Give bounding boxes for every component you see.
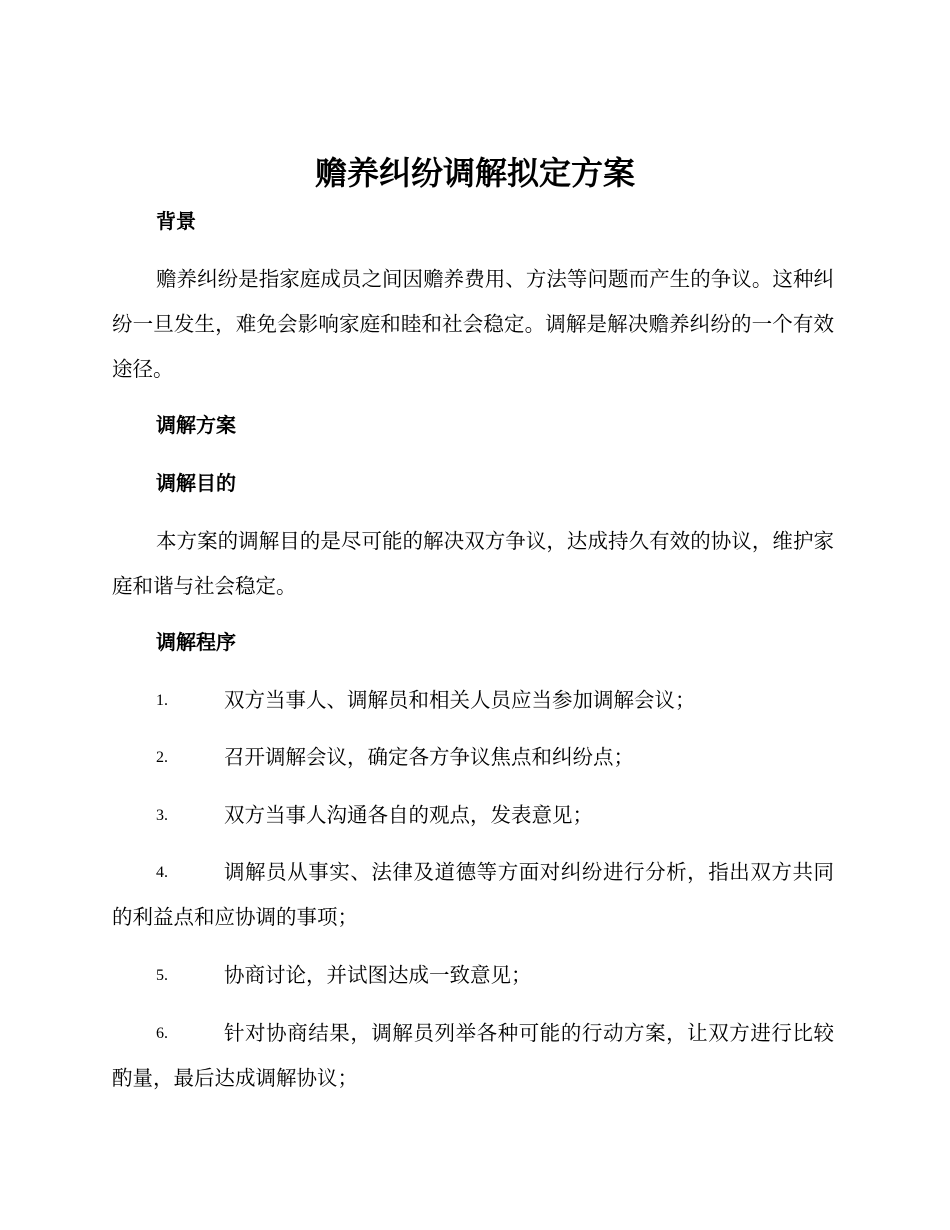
list-item-text: 调解员从事实、法律及道德等方面对纠纷进行分析，指出双方共同的利益点和应协调的事项； bbox=[112, 860, 834, 929]
section-heading-plan: 调解方案 bbox=[156, 413, 236, 437]
section-heading-goal: 调解目的 bbox=[156, 471, 236, 495]
list-item-number: 1. bbox=[156, 692, 168, 709]
list-item-text: 双方当事人沟通各自的观点，发表意见； bbox=[224, 803, 593, 827]
procedure-list-item bbox=[112, 953, 834, 998]
document-title: 赡养纠纷调解拟定方案 bbox=[314, 154, 635, 192]
section-heading-procedure: 调解程序 bbox=[156, 630, 236, 654]
procedure-list-item bbox=[112, 1011, 834, 1101]
list-item-text: 协商讨论，并试图达成一致意见； bbox=[224, 963, 532, 987]
background-paragraph: 赡养纠纷是指家庭成员之间因赡养费用、方法等问题而产生的争议。这种纠纷一旦发生，难免会影响家庭和睦和社会稳定。调解是解决赡养纠纷的一个有效途径。 bbox=[112, 267, 834, 381]
list-item-number: 6. bbox=[156, 1025, 168, 1042]
procedure-list-item bbox=[112, 793, 834, 838]
procedure-list-item bbox=[112, 735, 834, 780]
list-item-text: 针对协商结果，调解员列举各种可能的行动方案，让双方进行比较酌量，最后达成调解协议； bbox=[112, 1021, 834, 1090]
list-item-text: 召开调解会议，确定各方争议焦点和纠纷点； bbox=[224, 745, 634, 769]
procedure-list-item bbox=[112, 850, 834, 940]
procedure-list-item bbox=[112, 678, 834, 723]
section-heading-background: 背景 bbox=[156, 209, 196, 233]
goal-paragraph: 本方案的调解目的是尽可能的解决双方争议，达成持久有效的协议，维护家庭和谐与社会稳定。 bbox=[112, 529, 834, 598]
list-item-number: 4. bbox=[156, 864, 168, 881]
list-item-number: 2. bbox=[156, 749, 168, 766]
list-item-number: 5. bbox=[156, 967, 168, 984]
list-item-text: 双方当事人、调解员和相关人员应当参加调解会议； bbox=[224, 688, 696, 712]
list-item-number: 3. bbox=[156, 807, 168, 824]
